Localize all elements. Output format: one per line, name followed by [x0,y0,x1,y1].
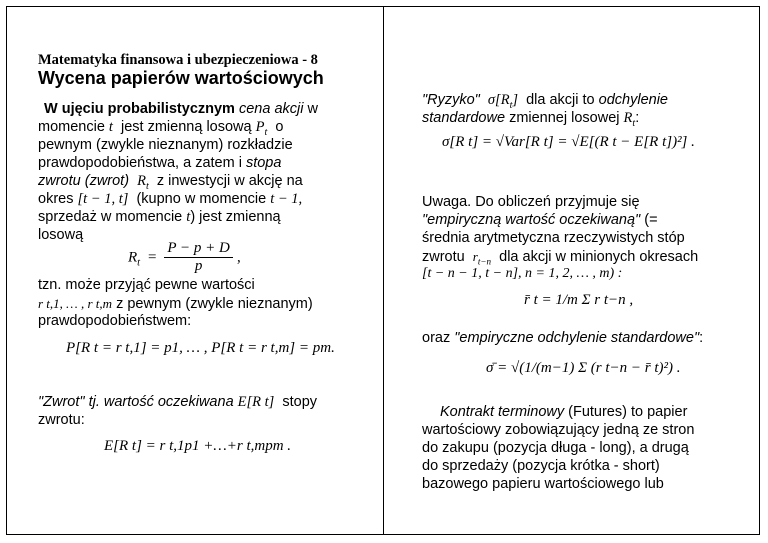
right-para2-line3: średnia arytmetyczna rzeczywistych stóp [422,230,685,246]
left-para2-line1: tzn. może przyjąć pewne wartości [38,277,255,293]
left-para2-line2: r t,1, … , r t,m z pewnym (zwykle nieznanym) [38,296,313,312]
right-para4-line5: bazowego papieru wartościowego lub [422,476,664,492]
formula-denominator: p [194,258,203,274]
column-divider [383,6,384,535]
formula-risk: σ[R t] = √Var[R t] = √E[(R t − E[R t])²] . [442,134,695,150]
right-para4-line4: do sprzedaży (pozycja krótka - short) [422,458,660,474]
right-para4-line2: wartościowy zobowiązujący jedną ze stron [422,422,695,438]
left-para1-line6: okres [t − 1, t] (kupno w momencie t − 1, [38,191,303,207]
left-para3-line1: "Zwrot" tj. wartość oczekiwana E[R t] stopy [38,394,318,410]
formula-probabilities: P[R t = r t,1] = p1, … , P[R t = r t,m] = pm. [66,340,335,356]
left-para1-line7: sprzedaż w momencie t) jest zmienną [38,209,281,225]
left-para1-line5: zwrotu (zwrot) $R_t$ z inwestycji w akcję na [38,173,303,192]
left-para3-line2: zwrotu: [38,412,85,428]
formula-expected-value: E[R t] = r t,1p1 +…+r t,mpm . [104,438,292,454]
right-para2-line1: Uwaga. Do obliczeń przyjmuje się [422,194,640,210]
formula-return: $R_t$ = $\frac{P - p + D}{p}$ , [128,240,241,274]
formula-empirical-sd: σ̄ = √(1/(m−1) Σ (r t−n − r̄ t)²) . [486,360,681,376]
right-para1-line1: "Ryzyko" $\sigma[R_t]$ dla akcji to odchylenie [422,92,668,111]
right-para2-line4: zwrotu $r_{t-n}$ dla akcji w minionych okresach [422,249,699,267]
right-para1-line2: standardowe zmiennej losowej $R_t$: [422,110,640,129]
right-para2-line5: [t − n − 1, t − n], n = 1, 2, … , m) : [422,266,623,281]
formula-numerator: P − p + D [164,240,232,258]
left-para1-line8: losową [38,227,84,243]
formula-empirical-mean: r̄ t = 1/m Σ r t−n , [524,292,634,308]
left-para1-line1: W ujęciu probabilistycznym cena akcji w [44,101,318,117]
page-title: Wycena papierów wartościowych [38,68,324,88]
left-para2-line3: prawdopodobieństwem: [38,313,192,329]
right-para2-line2: "empiryczną wartość oczekiwaną" (= [422,212,658,228]
left-para1-line2: momencie t jest zmienną losową $P_t$ o [38,119,284,138]
right-para4-line1: Kontrakt terminowy (Futures) to papier [440,404,688,420]
right-para3-line1: oraz "empiryczne odchylenie standardowe": [422,330,704,346]
header: Matematyka finansowa i ubezpieczeniowa - 8 [38,52,318,68]
right-para4-line3: do zakupu (pozycja długa - long), a drugą [422,440,689,456]
left-para1-line3: pewnym (zwykle nieznanym) rozkładzie [38,137,293,153]
left-para1-line4: prawdopodobieństwa, a zatem i stopa [38,155,282,171]
